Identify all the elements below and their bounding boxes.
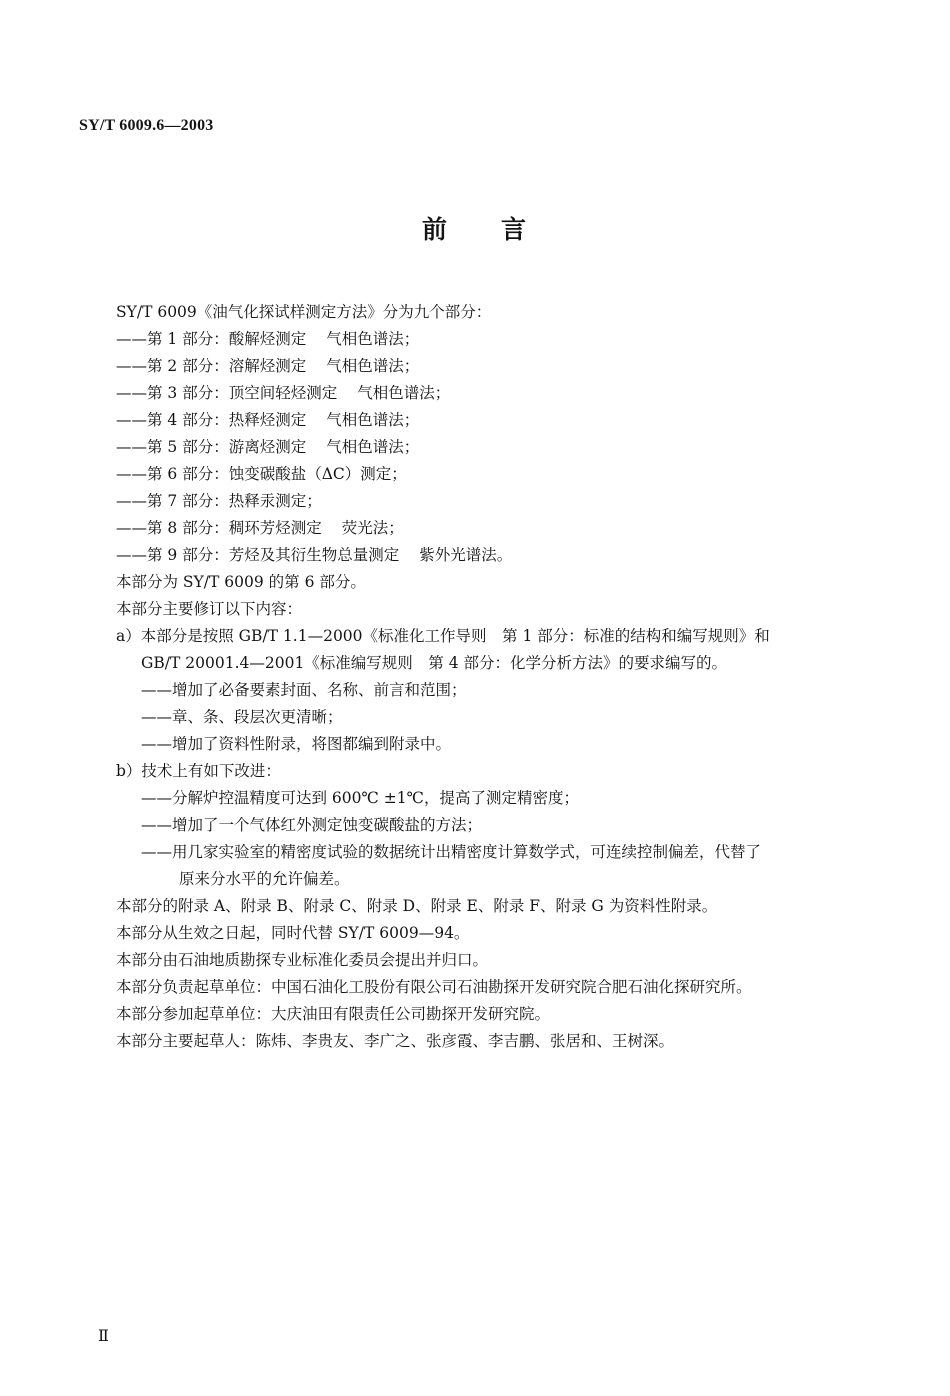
closing-line: 本部分主要起草人：陈炜、李贵友、李广之、张彦霞、李吉鹏、张居和、王树深。: [116, 1032, 675, 1050]
item-a-subitem: ——增加了必备要素封面、名称、前言和范围；: [141, 681, 467, 699]
part-item: ——第 5 部分：游离烃测定 气相色谱法；: [116, 438, 420, 456]
page-title: [0, 210, 950, 246]
page-number: Ⅱ: [98, 1328, 109, 1345]
standard-number: SY/T 6009.6—2003: [79, 117, 214, 134]
intro-line: SY/T 6009《油气化探试样测定方法》分为九个部分：: [116, 303, 492, 321]
item-b-subitem: ——增加了一个气体红外测定蚀变碳酸盐的方法；: [141, 816, 483, 834]
foreword-body: [116, 299, 886, 1055]
part-item: ——第 8 部分：稠环芳烃测定 荧光法；: [116, 519, 404, 537]
closing-line: 本部分参加起草单位：大庆油田有限责任公司勘探开发研究院。: [116, 1005, 551, 1023]
title-char-right: 言: [501, 215, 529, 244]
closing-line: 本部分的附录 A、附录 B、附录 C、附录 D、附录 E、附录 F、附录 G 为资料性附录。: [116, 897, 718, 915]
part-item: ——第 7 部分：热释汞测定；: [116, 492, 322, 510]
part-item: ——第 9 部分：芳烃及其衍生物总量测定 紫外光谱法。: [116, 546, 513, 564]
part-item: ——第 4 部分：热释烃测定 气相色谱法；: [116, 411, 420, 429]
item-a-line2: GB/T 20001.4—2001《标准编写规则 第 4 部分：化学分析方法》的要求编写的。: [141, 654, 728, 672]
item-b-line1: b）技术上有如下改进：: [116, 762, 281, 780]
item-b-subitem: ——用几家实验室的精密度试验的数据统计出精密度计算数学式，可连续控制偏差，代替了: [141, 843, 762, 861]
part-item: ——第 3 部分：顶空间轻烃测定 气相色谱法；: [116, 384, 451, 402]
part-item: ——第 1 部分：酸解烃测定 气相色谱法；: [116, 330, 420, 348]
closing-line: 本部分由石油地质勘探专业标准化委员会提出并归口。: [116, 951, 489, 969]
part-item: ——第 6 部分：蚀变碳酸盐（ΔC）测定；: [116, 465, 407, 483]
closing-line: 本部分从生效之日起，同时代替 SY/T 6009—94。: [116, 924, 470, 942]
item-a-subitem: ——增加了资料性附录，将图都编到附录中。: [141, 735, 452, 753]
item-a-subitem: ——章、条、段层次更清晰；: [141, 708, 343, 726]
closing-line: 本部分负责起草单位：中国石油化工股份有限公司石油勘探开发研究院合肥石油化探研究所。: [116, 978, 752, 996]
this-part-line: 本部分为 SY/T 6009 的第 6 部分。: [116, 573, 366, 591]
revision-intro: 本部分主要修订以下内容：: [116, 600, 303, 618]
item-a-line1: a）本部分是按照 GB/T 1.1—2000《标准化工作导则 第 1 部分：标准的结构和编写规则》和: [116, 627, 770, 645]
part-item: ——第 2 部分：溶解烃测定 气相色谱法；: [116, 357, 420, 375]
title-char-left: 前: [421, 215, 449, 244]
item-b-subitem: ——分解炉控温精度可达到 600℃ ±1℃，提高了测定精密度；: [141, 789, 579, 807]
item-b-continuation: 原来分水平的允许偏差。: [179, 870, 350, 888]
